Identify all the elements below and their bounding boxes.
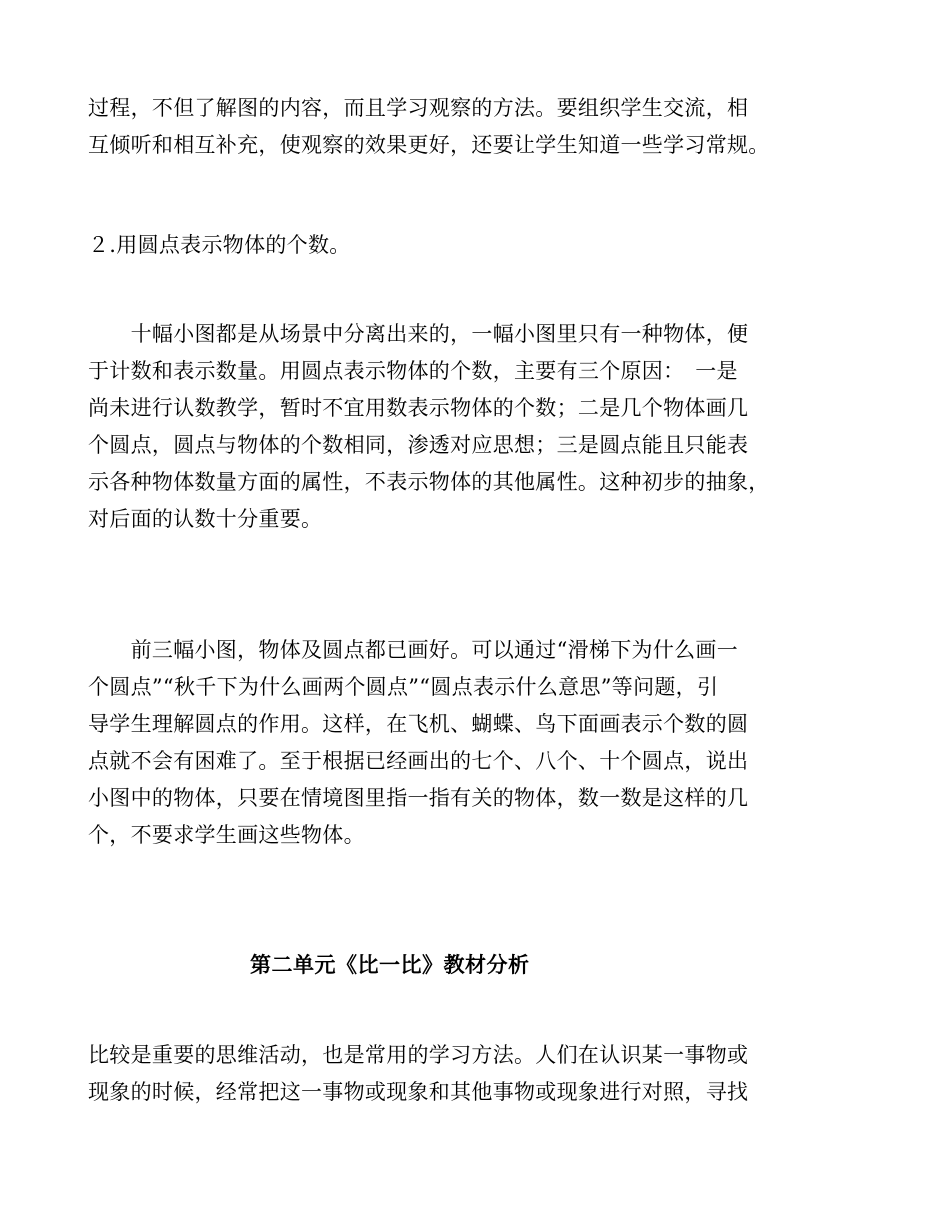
unit-2-title: 第二单元《比一比》教材分析 xyxy=(250,953,530,977)
text-line: 对后面的认数十分重要。 xyxy=(88,507,323,531)
text-line: 过程，不但了解图的内容，而且学习观察的方法。要组织学生交流，相 xyxy=(88,96,749,120)
paragraph-intro xyxy=(88,90,864,164)
text-line: 个，不要求学生画这些物体。 xyxy=(88,823,365,847)
text-line: 导学生理解圆点的作用。这样，在飞机、蝴蝶、鸟下面画表示个数的圆 xyxy=(88,712,749,736)
text-line: 十幅小图都是从场景中分离出来的，一幅小图里只有一种物体，便 xyxy=(88,322,749,346)
text-line: 个圆点，圆点与物体的个数相同，渗透对应思想；三是圆点能且只能表 xyxy=(88,433,749,457)
text-line: 示各种物体数量方面的属性，不表示物体的其他属性。这种初步的抽象， xyxy=(88,470,770,494)
text-line: 前三幅小图，物体及圆点都已画好。可以通过“滑梯下为什么画一 xyxy=(88,638,739,662)
text-line: 点就不会有困难了。至于根据已经画出的七个、八个、十个圆点，说出 xyxy=(88,749,749,773)
text-line: 比较是重要的思维活动，也是常用的学习方法。人们在认识某一事物或 xyxy=(88,1043,749,1067)
paragraph-ten-pictures xyxy=(88,316,864,538)
text-line: 于计数和表示数量。用圆点表示物体的个数，主要有三个原因： 一是 xyxy=(88,359,738,383)
text-line: 现象的时候，经常把这一事物或现象和其他事物或现象进行对照，寻找 xyxy=(88,1080,749,1104)
paragraph-first-three xyxy=(88,632,864,854)
paragraph-comparison xyxy=(88,1037,864,1111)
text-line: 尚未进行认数教学，暂时不宜用数表示物体的个数；二是几个物体画几 xyxy=(88,396,749,420)
text-line: 小图中的物体，只要在情境图里指一指有关的物体，数一数是这样的几 xyxy=(88,786,749,810)
point-2-heading xyxy=(88,227,864,264)
text-line: ２.用圆点表示物体的个数。 xyxy=(88,233,351,257)
text-line: 个圆点”“秋千下为什么画两个圆点”“圆点表示什么意思”等问题，引 xyxy=(88,675,719,699)
text-line: 互倾听和相互补充，使观察的效果更好，还要让学生知道一些学习常规。 xyxy=(88,133,770,157)
